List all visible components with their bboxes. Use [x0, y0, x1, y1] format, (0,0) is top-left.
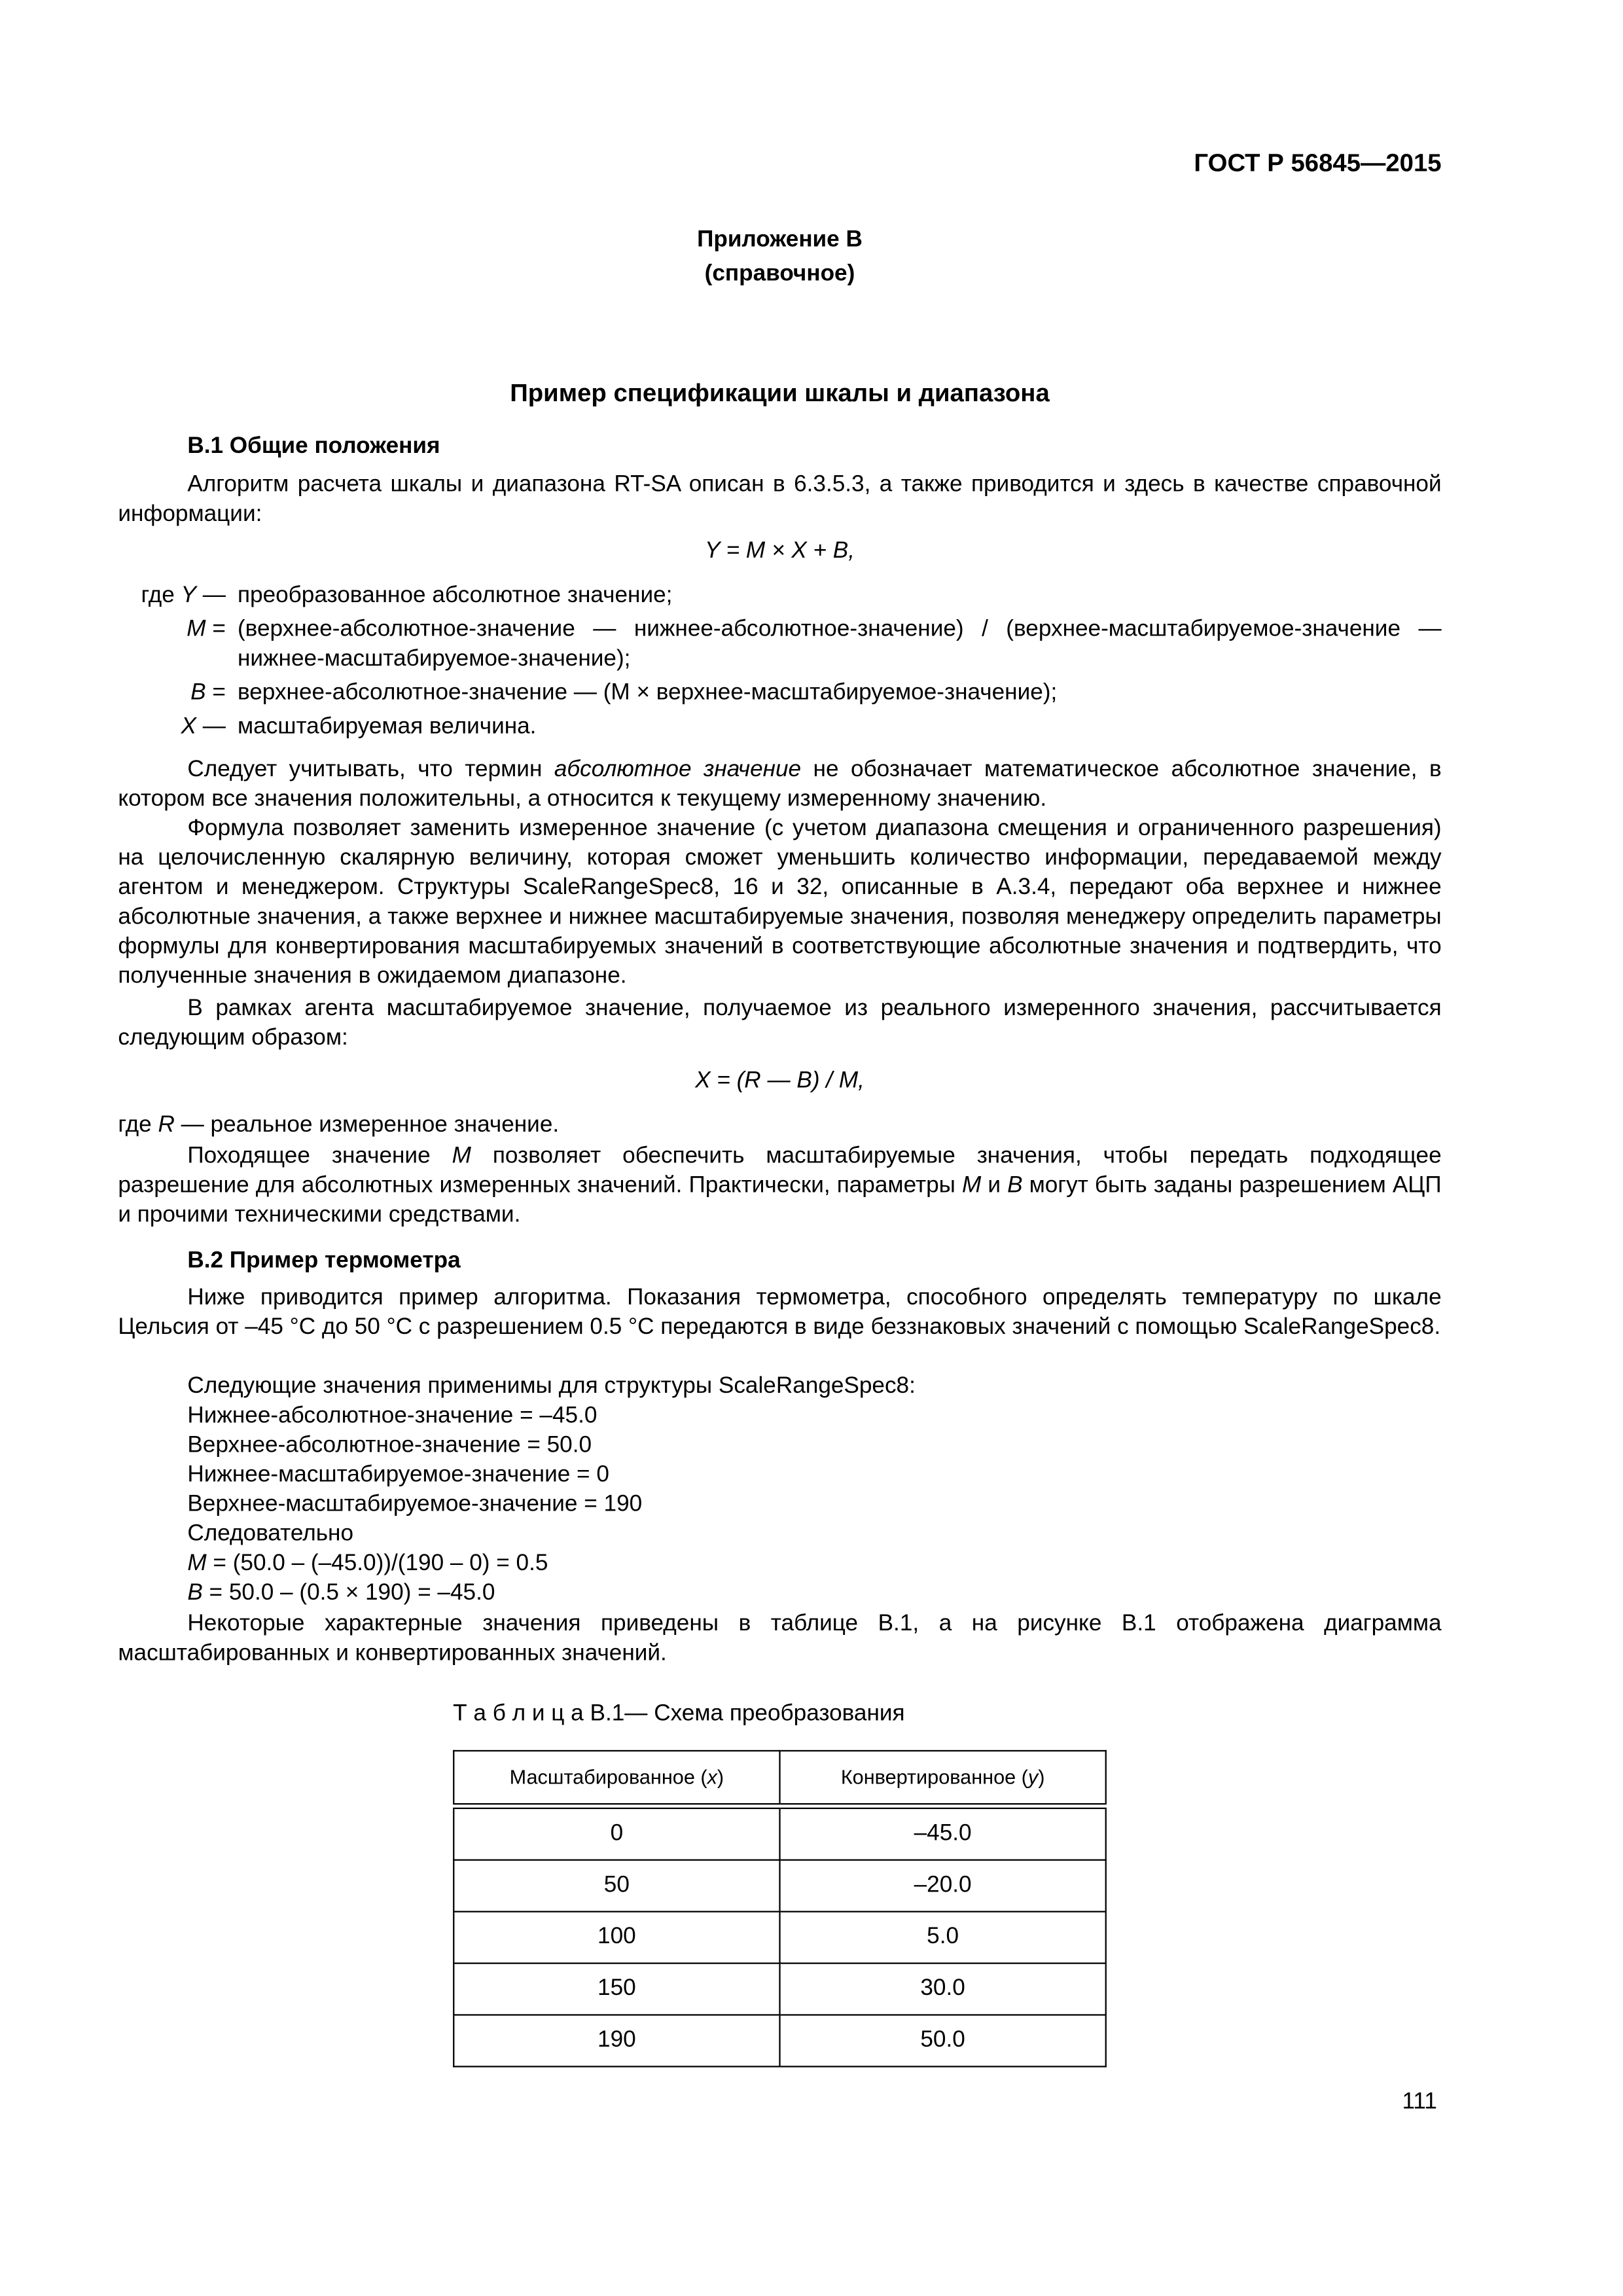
text-line: Следующие значения применимы для структуры ScaleRangeSpec8: — [187, 1373, 916, 1399]
section-heading-b2: В.2 Пример термометра — [187, 1248, 461, 1274]
table-row — [454, 1912, 1105, 1964]
cell-converted: 50.0 — [780, 2015, 1106, 2067]
text-line: Верхнее-масштабируемое-значение = 190 — [187, 1492, 643, 1517]
table-row — [454, 2015, 1105, 2067]
column-header-converted: Конвертированное (y) — [780, 1751, 1106, 1806]
table-caption: Т а б л и ц а В.1— Схема преобразования — [453, 1701, 905, 1727]
definition-item: B = верхнее-абсолютное-значение — (M × верхнее-масштабируемое-значение); — [190, 680, 1058, 706]
text-line: Нижнее-масштабируемое-значение = 0 — [187, 1462, 609, 1488]
document-id: ГОСТ Р 56845—2015 — [1194, 149, 1442, 177]
definition-item: где Y — преобразованное абсолютное значение; — [141, 583, 673, 608]
calc-m: M = (50.0 – (–45.0))/(190 – 0) = 0.5 — [187, 1551, 548, 1576]
appendix-subtitle: (справочное) — [704, 261, 855, 287]
cell-converted: –45.0 — [780, 1806, 1106, 1860]
page-title: Пример спецификации шкалы и диапазона — [510, 379, 1050, 408]
column-header-scaled: Масштабированное (x) — [454, 1751, 779, 1806]
section-heading-b1: В.1 Общие положения — [187, 433, 440, 459]
cell-converted: 5.0 — [780, 1912, 1106, 1964]
formula-y: Y = M × X + B, — [705, 538, 855, 564]
paragraph-agent: В рамках агента масштабируемое значение, получаемое из реального измеренного значения, рассчитывается следующим образом: — [118, 996, 1442, 1051]
text-line: Нижнее-абсолютное-значение = –45.0 — [187, 1403, 597, 1429]
table-header-row — [454, 1751, 1105, 1806]
paragraph-formula: Формула позволяет заменить измеренное значение (с учетом диапазона смещения и ограниченного разрешения) на целочисленную скалярную величину, которая сможет уменьшить количество информации, передаваемой между агентом и менеджером. Структуры ScaleRangeSpec8, 16 и 32, описанные в А.3.4, передают оба верхнее и нижнее абсолютные значения, а также верхнее и нижнее масштабируемые значения, позволяя менеджеру определить параметры формулы для конвертирования масштабируемых значений в соответствующие абсолютные значения и подтвердить, что полученные значения в ожидаемом диапазоне. — [118, 816, 1442, 989]
table-row — [454, 1860, 1105, 1912]
table-row — [454, 1964, 1105, 2015]
definitions-list — [118, 581, 1441, 747]
intro-paragraph: Алгоритм расчета шкалы и диапазона RT-SA описан в 6.3.5.3, а также приводится и здесь в качестве справочной информации: — [118, 472, 1442, 527]
cell-scaled: 150 — [454, 1964, 779, 2015]
page-number: 111 — [1402, 2089, 1437, 2115]
cell-scaled: 100 — [454, 1912, 779, 1964]
calc-b: B = 50.0 – (0.5 × 190) = –45.0 — [187, 1580, 495, 1605]
cell-scaled: 190 — [454, 2015, 779, 2067]
paragraph-m-value: Походящее значение M позволяет обеспечить масштабируемые значения, чтобы передать подходящее разрешение для абсолютных измеренных значений. Практически, параметры M и B могут быть заданы разрешением АЦП и прочими техническими средствами. — [118, 1143, 1442, 1228]
appendix-title: Приложение В — [697, 227, 863, 253]
cell-scaled: 50 — [454, 1860, 779, 1912]
text-line: Следовательно — [187, 1521, 354, 1547]
cell-converted: 30.0 — [780, 1964, 1106, 2015]
definition-item: X — масштабируемая величина. — [181, 714, 537, 740]
definition-item: M = (верхнее-абсолютное-значение — нижнее-абсолютное-значение) / (верхнее-масштабируемое-значение — нижнее-масштабируемое-значение); — [187, 617, 1442, 672]
paragraph-thermometer: Ниже приводится пример алгоритма. Показания термометра, способного определять температуру по шкале Цельсия от –45 °С до 50 °С с разрешением 0.5 °С передаются в виде беззнаковых значений с помощью ScaleRangeSpec8. — [118, 1285, 1442, 1340]
definition-r: где R — реальное измеренное значение. — [118, 1112, 560, 1138]
paragraph-table-ref: Некоторые характерные значения приведены в таблице В.1, а на рисунке В.1 отображена диаграмма масштабированных и конвертированных значений. — [118, 1611, 1442, 1666]
table-row — [454, 1806, 1105, 1860]
cell-converted: –20.0 — [780, 1860, 1106, 1912]
text-line: Верхнее-абсолютное-значение = 50.0 — [187, 1433, 592, 1458]
cell-scaled: 0 — [454, 1806, 779, 1860]
conversion-table — [453, 1750, 1107, 2068]
formula-x: X = (R — B) / M, — [695, 1068, 865, 1094]
paragraph-absolute-value: Следует учитывать, что термин абсолютное значение не обозначает математическое абсолютное значение, в котором все значения положительны, а относится к текущему измеренному значению. — [118, 757, 1442, 812]
